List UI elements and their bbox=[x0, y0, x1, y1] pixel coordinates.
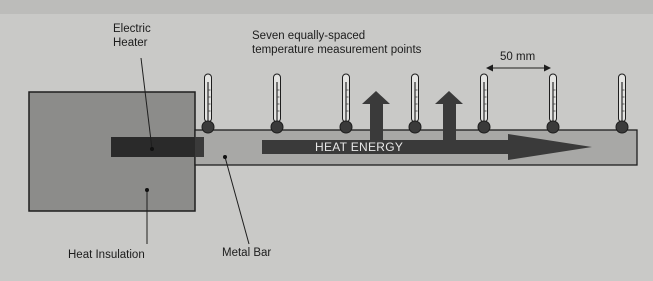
spacing-arrowhead-right bbox=[544, 65, 551, 72]
metal-bar-leader-dot bbox=[223, 155, 227, 159]
metal-bar-leader-line bbox=[225, 157, 249, 244]
thermometer-7 bbox=[616, 74, 628, 133]
measurement-points-label bbox=[252, 29, 421, 57]
measurement-points-label-line2: temperature measurement points bbox=[252, 44, 422, 56]
electric-heater bbox=[111, 137, 195, 157]
measurement-points-label-line1: Seven equally-spaced bbox=[252, 30, 366, 42]
electric-heater-label-line1: Electric bbox=[113, 23, 151, 35]
electric-heater-label-line2: Heater bbox=[113, 37, 148, 49]
thermometer-1 bbox=[202, 74, 214, 133]
metal-bar-label: Metal Bar bbox=[222, 247, 272, 259]
thermometer-4 bbox=[409, 74, 421, 133]
spacing-arrowhead-left bbox=[486, 65, 493, 72]
heater-leader-dot bbox=[150, 147, 154, 151]
thermometer-2 bbox=[271, 74, 283, 133]
heater-tip bbox=[195, 137, 204, 157]
thermometer-5 bbox=[478, 74, 490, 133]
heat-energy-label: HEAT ENERGY bbox=[315, 140, 404, 154]
heat-insulation-label: Heat Insulation bbox=[68, 249, 145, 261]
thermometer-3 bbox=[340, 74, 352, 133]
spacing-label: 50 mm bbox=[500, 51, 536, 63]
insulation-leader-dot bbox=[145, 188, 149, 192]
electric-heater-label bbox=[113, 22, 151, 50]
thermometer-6 bbox=[547, 74, 559, 133]
